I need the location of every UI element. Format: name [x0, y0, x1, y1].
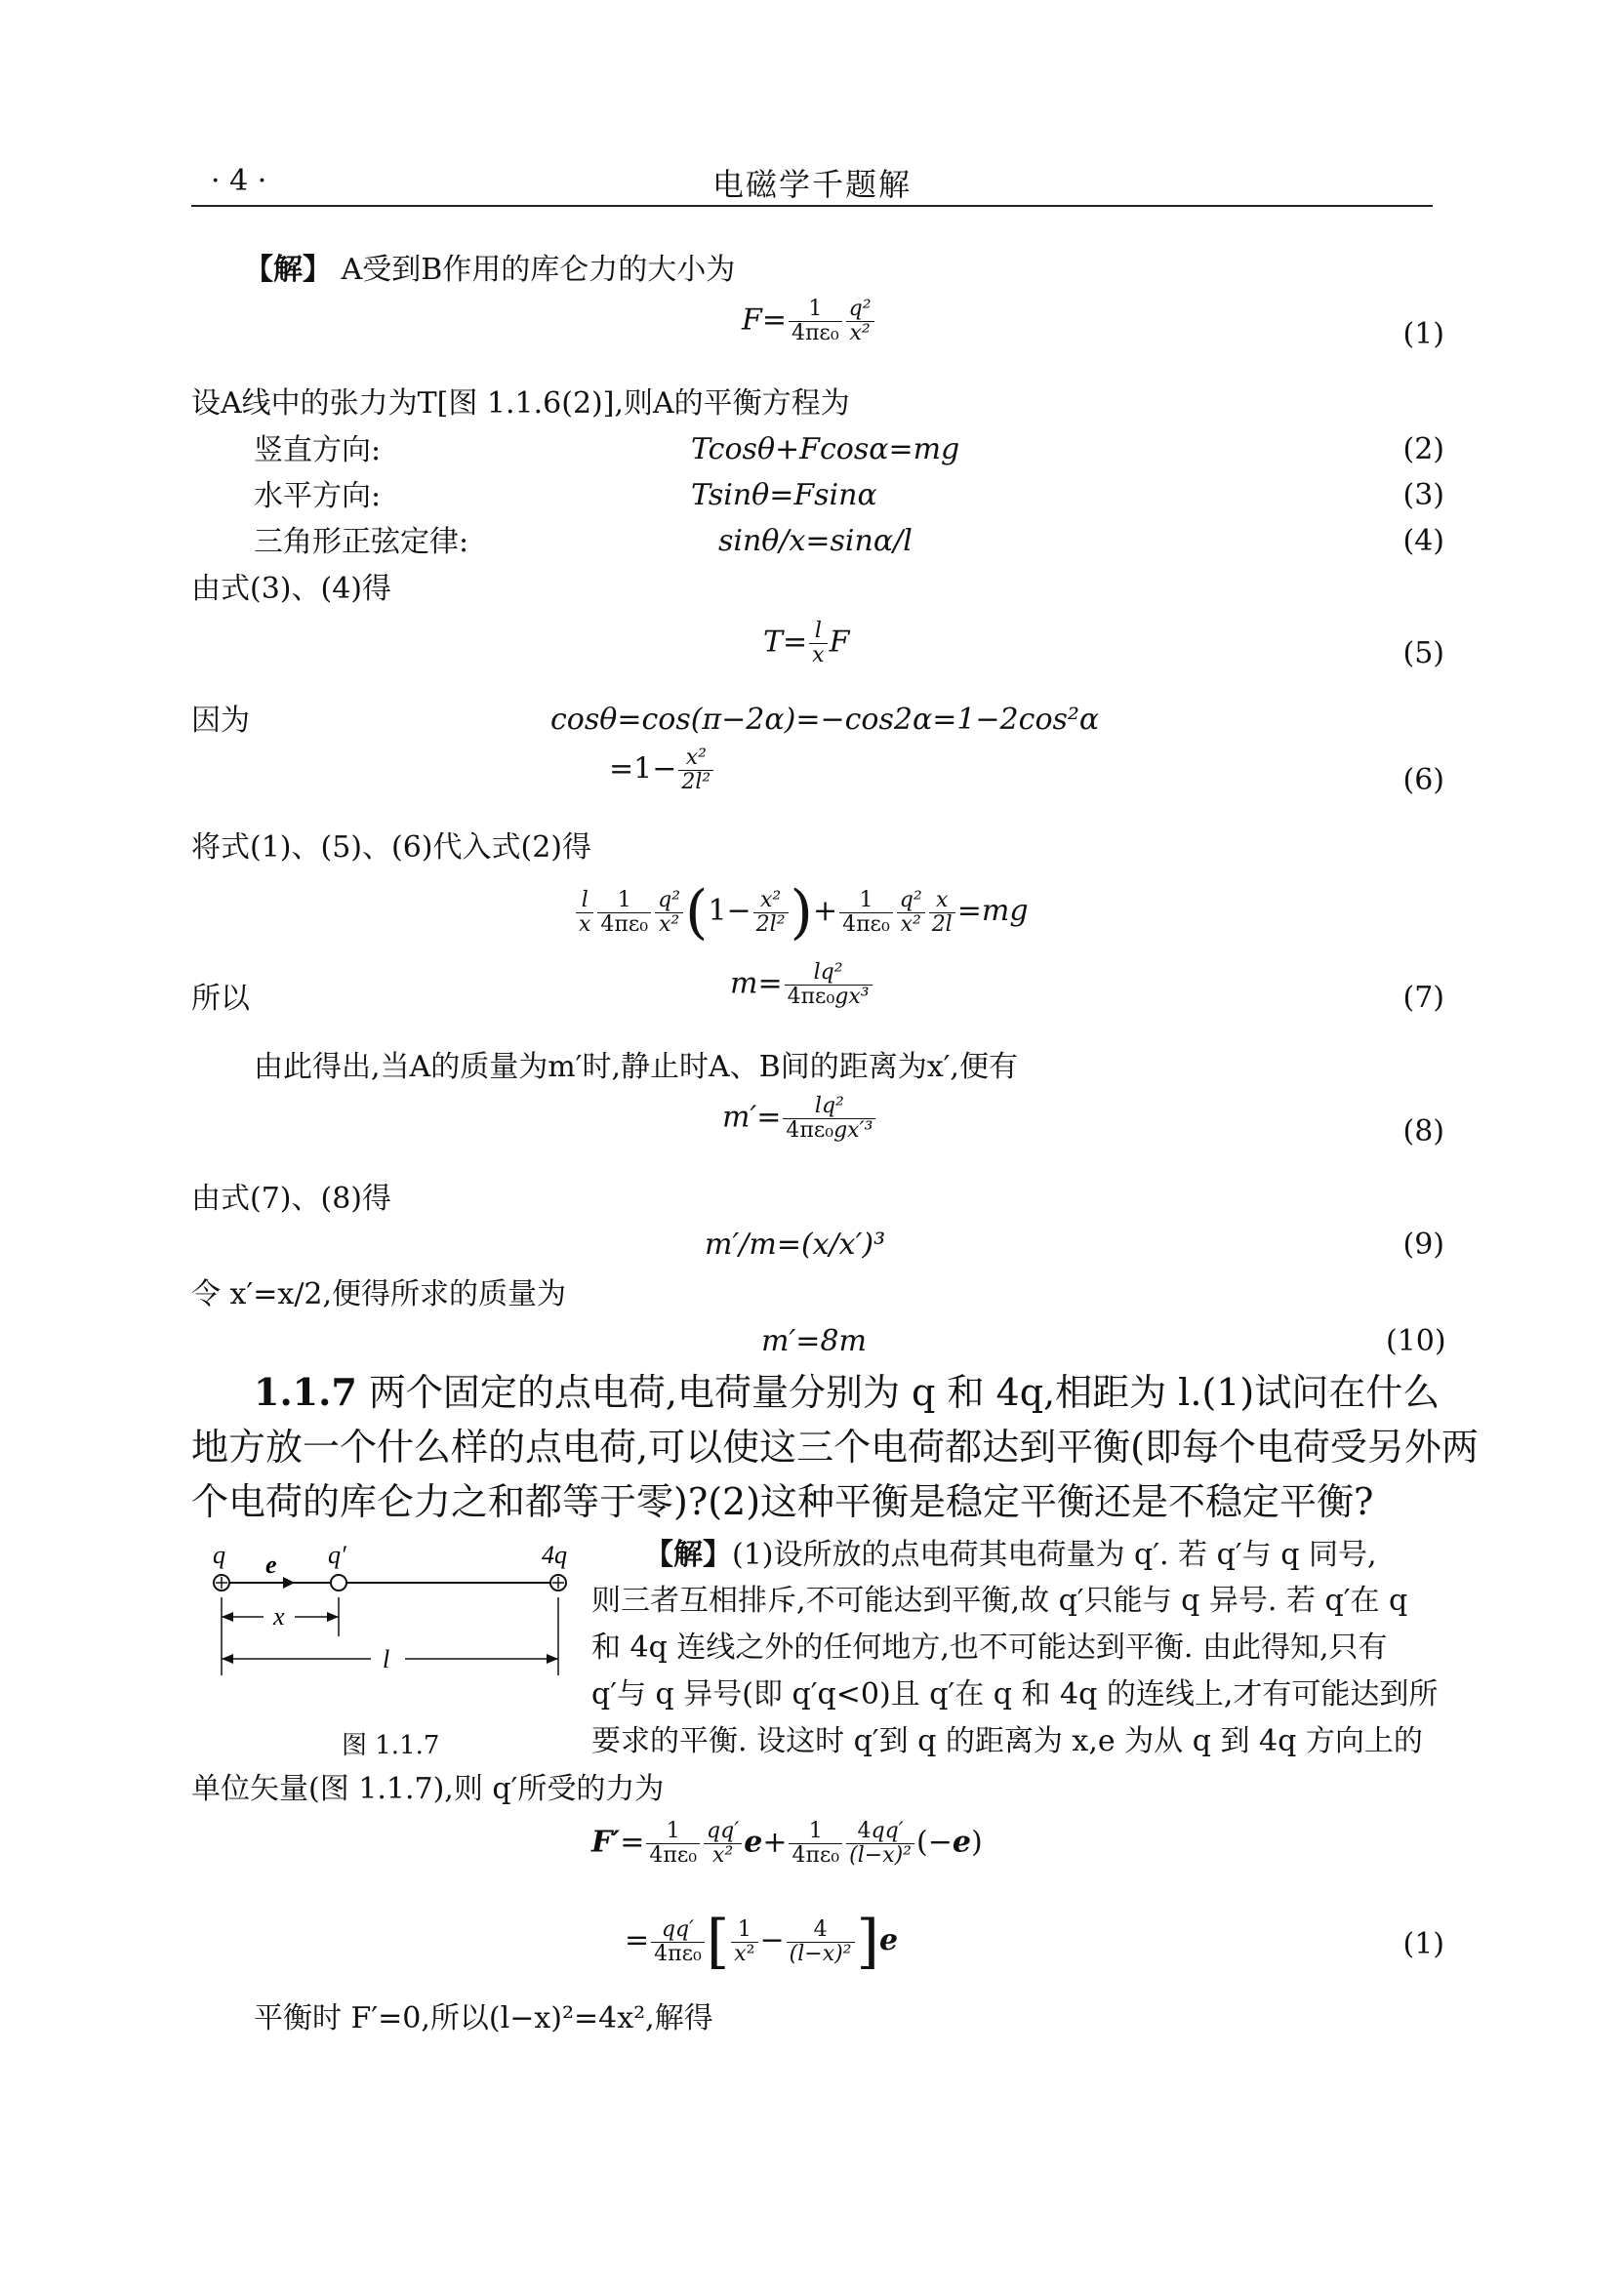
solution-tag: 【解】 [244, 253, 332, 287]
solution-line: 则三者互相排斥,不可能达到平衡,故 q′只能与 q 异号. 若 q′在 q [591, 1584, 1408, 1618]
equation-number: (8) [1402, 1114, 1444, 1148]
charge-qprime-marker [331, 1575, 346, 1591]
solution-line: 单位矢量(图 1.1.7),则 q′所受的力为 [191, 1772, 665, 1806]
solution-line [644, 1537, 1376, 1574]
horizontal-equation: Tsinθ=Fsinα [691, 478, 877, 512]
equation-mass: m= $\frac{\text{lq²}}{\text{4πε₀gx³}}$ [730, 961, 874, 1009]
because-label: 因为 [191, 704, 250, 738]
equation-number: (1) [1402, 1927, 1444, 1961]
equation-number: (7) [1402, 981, 1444, 1015]
equation-number: (9) [1402, 1228, 1444, 1262]
derivation-text: 由式(3)、(4)得 [191, 572, 391, 606]
equation-number: (1) [1402, 317, 1444, 351]
problem-statement-line: 地方放一个什么样的点电荷,可以使这三个电荷都达到平衡(即每个电荷受另外两 [191, 1426, 1479, 1469]
equation-number: (3) [1402, 478, 1444, 512]
mass-text: 由此得出,当A的质量为m′时,静止时A、B间的距离为x′,便有 [254, 1050, 1018, 1084]
equation-force: F′= $\frac{1}{\text{4πε₀}}$ $\frac{qq'}{\text{x²}}$ e+ $\frac{1}{\text{4πε₀}}$ $\frac{4qq'}{\text{(l−x)²}}$ (−e) [591, 1819, 983, 1868]
equation-coulomb: F= $\frac{1}{\text{4πε₀}}$ $\frac{\text{q²}}{\text{x²}}$ [742, 298, 876, 345]
label-4q: 4q [542, 1541, 567, 1569]
label-q: q [213, 1541, 225, 1569]
label-e: e [265, 1551, 277, 1579]
figure-1-1-7 [205, 1534, 586, 1690]
equation-number: (6) [1402, 763, 1444, 797]
unit-vector-arrow [283, 1577, 295, 1589]
charge-diagram [205, 1534, 586, 1690]
label-l: l [383, 1645, 390, 1673]
running-title: 电磁学千题解 [711, 166, 912, 203]
problem-statement-line: 个电荷的库仑力之和都等于零)?(2)这种平衡是稳定平衡还是不稳定平衡? [191, 1480, 1374, 1523]
equation-number: (2) [1402, 432, 1444, 466]
equation-number: (5) [1402, 636, 1444, 670]
figure-caption: 图 1.1.7 [342, 1731, 440, 1760]
ratio-equation: m′/m=(x/x′)³ [705, 1228, 886, 1262]
page-header [191, 156, 1433, 207]
solution-line: 要求的平衡. 设这时 q′到 q 的距离为 x,e 为从 q 到 4q 方向上的 [591, 1724, 1423, 1758]
equation-force-simplified: = $\frac{qq'}{\text{4πε₀}}$ [ $\frac{1}{\text{x²}}$ − $\frac{4}{\text{(l−x)²}}$ ]e [625, 1908, 899, 1976]
problem-statement-line [254, 1366, 1440, 1419]
vertical-equation: Tcosθ+Fcosα=mg [691, 432, 960, 466]
equation-balance: $\frac{l}{x}$ $\frac{1}{\text{4πε₀}}$ $\frac{\text{q²}}{\text{x²}}$ (1− $\frac{\text{x²}}{\text{2l²}}$ )+ $\frac{1}{\text{4πε₀}}$ $\frac{\text{q²}}{\text{x²}}$ $\frac{x}{2l}$ =mg [574, 878, 1029, 947]
solution-line: 和 4q 连线之外的任何地方,也不可能达到平衡. 由此得知,只有 [591, 1631, 1388, 1665]
problem-number: 1.1.7 [254, 1370, 357, 1414]
label-qprime: q′ [328, 1541, 346, 1569]
vertical-label: 竖直方向: [254, 433, 382, 467]
solution-intro [244, 252, 735, 289]
sine-law-label: 三角形正弦定律: [254, 525, 469, 559]
derivation-text: 由式(7)、(8)得 [191, 1182, 391, 1216]
sine-law-equation: sinθ/x=sinα/l [718, 524, 913, 558]
solution-tag: 【解】 [644, 1538, 732, 1572]
label-x: x [273, 1602, 285, 1631]
let-text: 令 x′=x/2,便得所求的质量为 [191, 1277, 567, 1311]
problem-text: 两个固定的点电荷,电荷量分别为 q 和 4q,相距为 l.(1)试问在什么 [368, 1371, 1441, 1414]
equation-number: (10) [1386, 1324, 1446, 1358]
page-number: · 4 · [211, 164, 267, 198]
therefore-label: 所以 [191, 982, 250, 1016]
cos-equation: cosθ=cos(π−2α)=−cos2α=1−2cos²α [550, 703, 1100, 737]
equation-mass-prime: m′= $\frac{\text{lq²}}{\text{4πε₀gx′³}}$ [722, 1095, 877, 1143]
tension-line: 设A线中的张力为T[图 1.1.6(2)],则A的平衡方程为 [191, 386, 850, 421]
balance-text: 平衡时 F′=0,所以(l−x)²=4x²,解得 [254, 2001, 713, 2035]
solution-text: (1)设所放的点电荷其电荷量为 q′. 若 q′与 q 同号, [732, 1538, 1377, 1572]
equation-number: (4) [1402, 524, 1444, 558]
equation-tension: T= $\frac{l}{x}$ F [763, 619, 850, 667]
cos-equation-continued: =1− $\frac{\text{x²}}{\text{2l²}}$ [609, 746, 715, 794]
horizontal-label: 水平方向: [254, 479, 382, 513]
final-equation: m′=8m [761, 1324, 867, 1358]
solution-intro-text: A受到B作用的库仑力的大小为 [341, 253, 736, 287]
substitution-text: 将式(1)、(5)、(6)代入式(2)得 [191, 830, 591, 865]
solution-line: q′与 q 异号(即 q′q<0)且 q′在 q 和 4q 的连线上,才有可能达到所 [591, 1677, 1439, 1712]
